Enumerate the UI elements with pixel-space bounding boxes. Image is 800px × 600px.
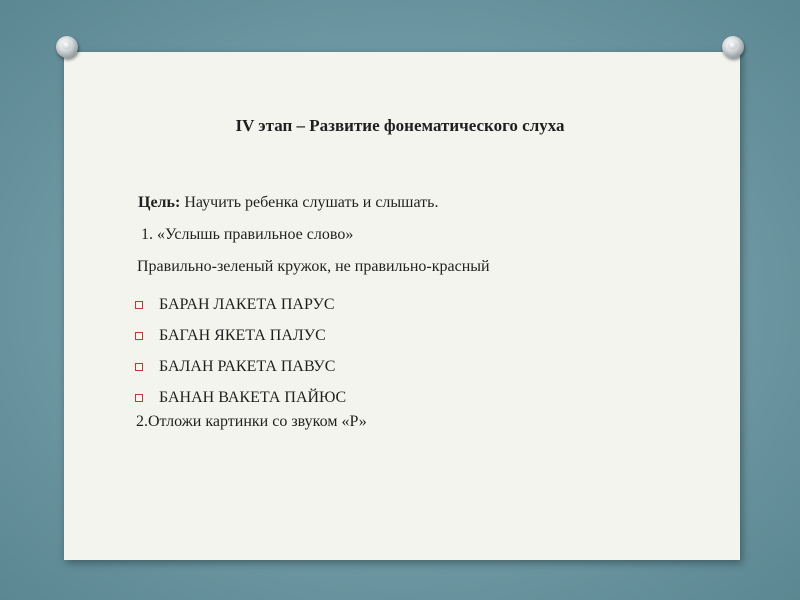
square-bullet-icon — [135, 363, 143, 371]
square-bullet-icon — [135, 332, 143, 340]
square-bullet-icon — [135, 394, 143, 402]
slide-title: IV этап – Развитие фонематического слуха — [235, 116, 565, 135]
pushpin-icon — [722, 36, 744, 58]
word-list — [135, 289, 346, 413]
goal-text: Научить ребенка слушать и слышать. — [180, 194, 439, 211]
task-1-title: 1. «Услышь правильное слово» — [141, 226, 354, 243]
list-item — [135, 289, 346, 320]
goal-label: Цель: — [138, 194, 181, 211]
rule-text: Правильно-зеленый кружок, не правильно-красный — [137, 258, 490, 275]
list-item — [135, 382, 346, 413]
task-2-title: 2.Отложи картинки со звуком «Р» — [136, 413, 367, 430]
square-bullet-icon — [135, 301, 143, 309]
list-item — [135, 320, 346, 351]
list-item-text: БАГАН ЯКЕТА ПАЛУС — [159, 326, 326, 344]
list-item-text: БАНАН ВАКЕТА ПАЙЮС — [159, 388, 347, 406]
list-item-text: БАРАН ЛАКЕТА ПАРУС — [159, 295, 335, 313]
goal-line — [138, 194, 438, 212]
list-item — [135, 351, 346, 382]
pushpin-icon — [56, 36, 78, 58]
list-item-text: БАЛАН РАКЕТА ПАВУС — [159, 357, 336, 375]
